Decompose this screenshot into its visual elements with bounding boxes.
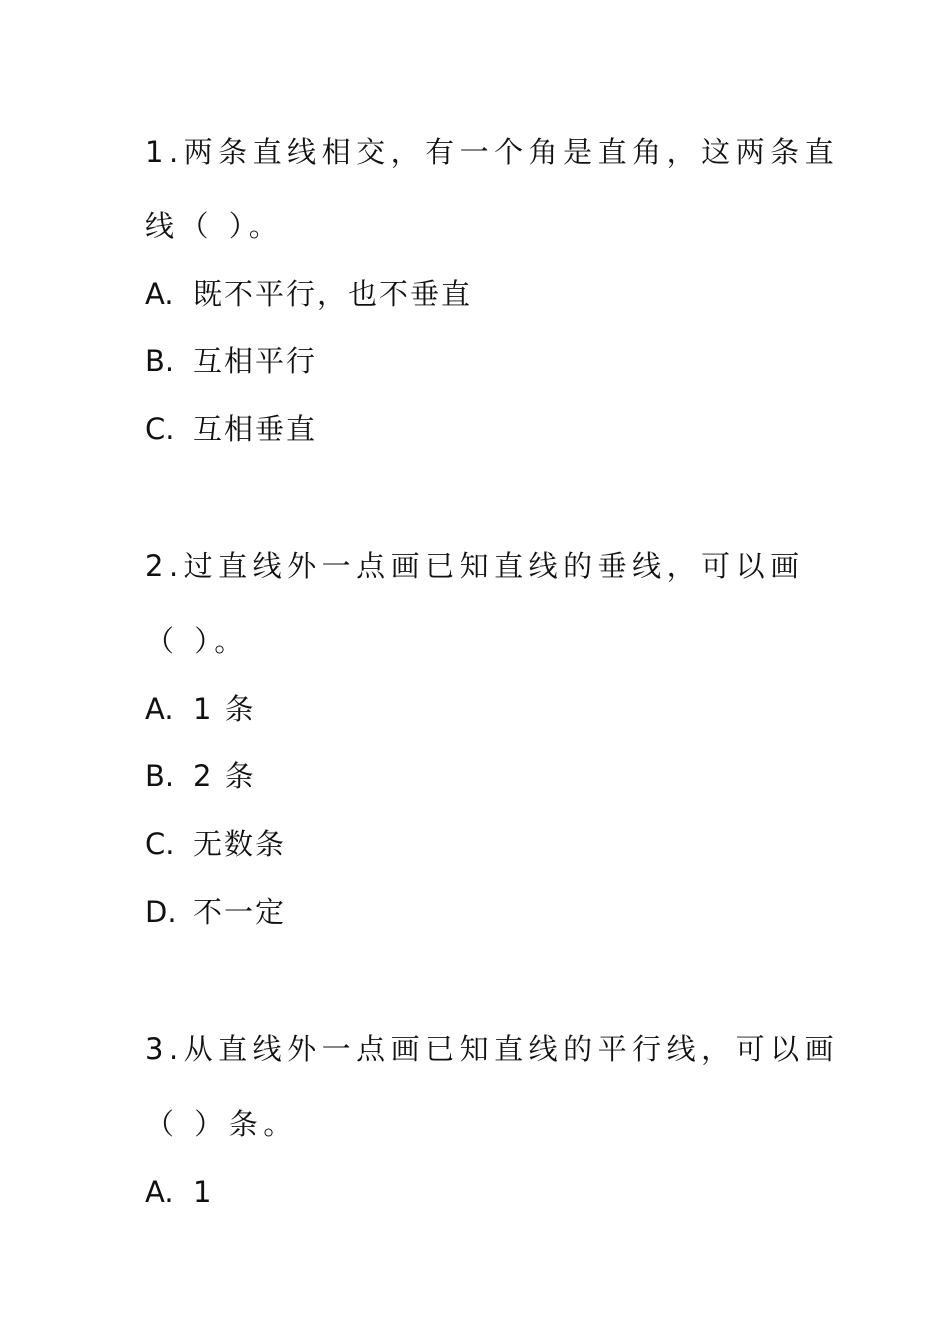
option-text: 1 条 — [193, 692, 256, 726]
question-2-option-a — [145, 691, 256, 727]
option-text: 1 — [193, 1175, 214, 1209]
option-letter: C. — [145, 827, 175, 861]
option-letter: C. — [145, 412, 175, 446]
question-2-option-c — [145, 826, 286, 862]
question-3-option-a — [145, 1174, 213, 1210]
option-text: 不一定 — [193, 895, 287, 929]
question-2-stem-line-1 — [145, 548, 805, 584]
option-text: 无数条 — [193, 827, 287, 861]
option-text: 互相垂直 — [193, 412, 318, 446]
option-letter: D. — [145, 895, 177, 929]
question-number: 2. — [145, 549, 184, 583]
question-1-option-c — [145, 411, 317, 447]
question-1-stem-line-2: 线（ ）。 — [145, 209, 284, 243]
question-text: 从直线外一点画已知直线的平行线，可以画 — [183, 1032, 840, 1066]
question-3-stem-line-2: （ ）条。 — [145, 1107, 298, 1141]
question-text: 两条直线相交，有一个角是直角，这两条直 — [183, 135, 840, 169]
option-letter: A. — [145, 277, 174, 311]
option-text: 既不平行，也不垂直 — [193, 277, 473, 311]
question-3-stem-line-1 — [145, 1031, 839, 1067]
question-number: 1. — [145, 135, 184, 169]
question-text: 过直线外一点画已知直线的垂线，可以画 — [183, 549, 805, 583]
question-2-stem-line-2: （ ）。 — [145, 624, 249, 658]
option-text: 互相平行 — [193, 344, 318, 378]
option-letter: A. — [145, 692, 174, 726]
question-2-option-d — [145, 894, 286, 930]
option-letter: B. — [145, 344, 175, 378]
option-letter: B. — [145, 759, 175, 793]
question-number: 3. — [145, 1032, 184, 1066]
question-1-option-b — [145, 343, 317, 379]
option-letter: A. — [145, 1175, 174, 1209]
question-2-option-b — [145, 758, 256, 794]
question-1-stem-line-1 — [145, 134, 839, 170]
question-1-option-a — [145, 276, 472, 312]
option-text: 2 条 — [193, 759, 256, 793]
